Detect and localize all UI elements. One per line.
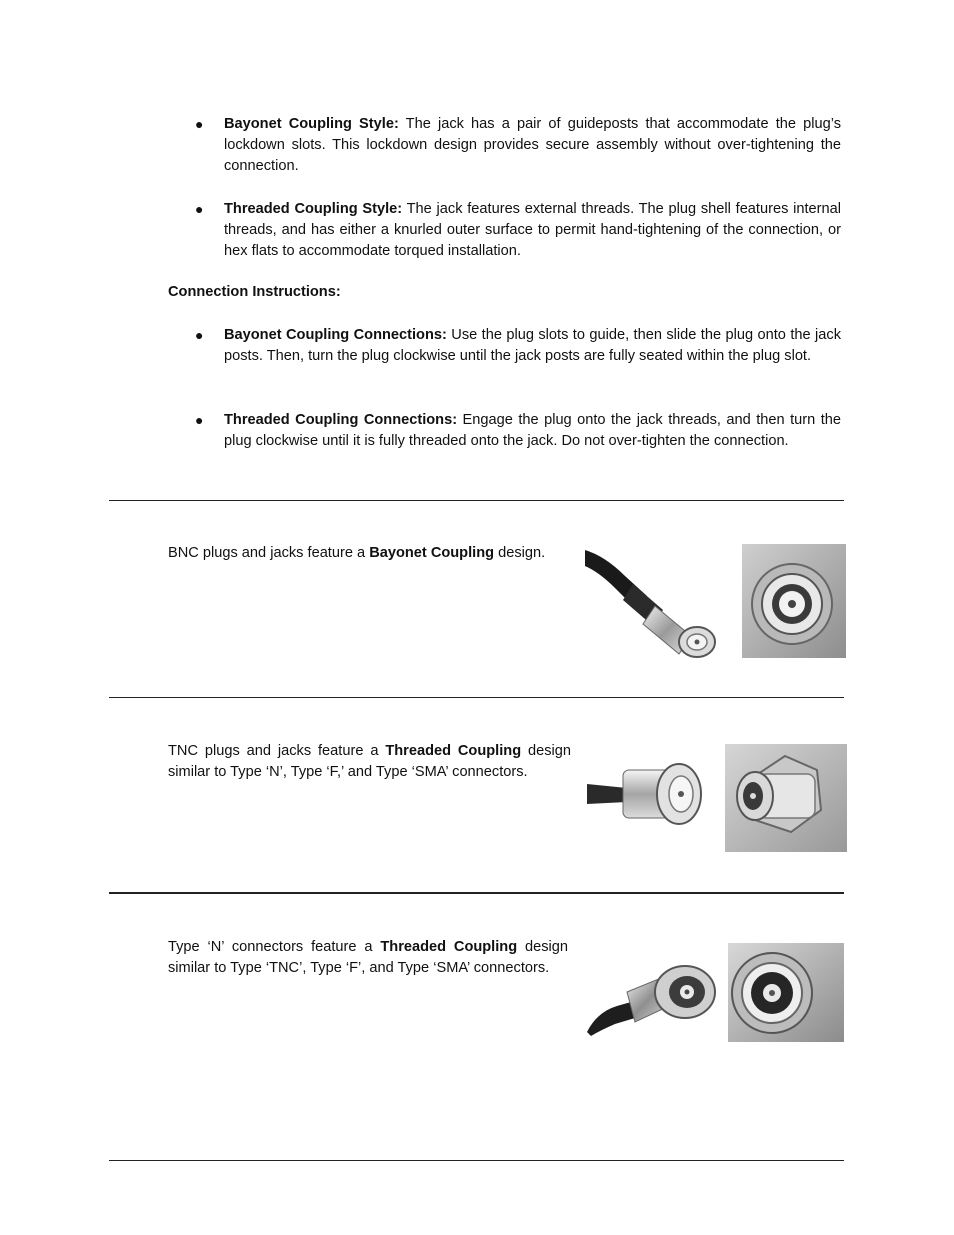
bullet-icon: ● — [195, 412, 204, 428]
bayonet-style-text: The jack has a pair of guideposts that accommodate the plug’s lockdown slots. This lockdown design provides secure assembly without over-tightening the connection. — [224, 116, 841, 174]
threaded-style-term: Threaded Coupling Style: — [224, 201, 403, 217]
bullet-icon: ● — [195, 201, 204, 217]
section-divider — [109, 500, 844, 501]
bnc-description: BNC plugs and jacks feature a Bayonet Coupling design. — [168, 545, 546, 561]
bnc-plug-photo — [585, 544, 728, 662]
bayonet-style-term: Bayonet Coupling Style: — [224, 116, 399, 132]
type-n-description: Type ‘N’ connectors feature a Threaded Coupling design similar to Type ‘TNC’, Type ‘F’, and Type ‘SMA’ connectors. — [168, 939, 568, 976]
bayonet-connection-text: Use the plug slots to guide, then slide the plug onto the jack posts. Then, turn the plug clockwise until the jack posts are fully seated within the plug slot. — [224, 327, 841, 364]
footer-divider — [109, 1160, 844, 1161]
threaded-style-text: The jack features external threads. The plug shell features internal threads, and has either a knurled outer surface to permit hand-tightening of the connection, or hex flats to accommodate torqued installation. — [224, 201, 841, 259]
threaded-connection-text: Engage the plug onto the jack threads, and then turn the plug clockwise until it is fully threaded onto the jack. Do not over-tighten the connection. — [224, 412, 841, 449]
threaded-connection-term: Threaded Coupling Connections: — [224, 412, 458, 428]
section-divider — [109, 697, 844, 698]
section-divider — [109, 892, 844, 894]
type-n-jack-photo — [728, 943, 844, 1042]
bullet-icon: ● — [195, 116, 204, 132]
type-n-plug-photo — [587, 962, 717, 1036]
bayonet-connection-term: Bayonet Coupling Connections: — [224, 327, 447, 343]
tnc-plug-photo — [587, 744, 705, 834]
bullet-icon: ● — [195, 327, 204, 343]
connection-instructions-heading: Connection Instructions: — [168, 284, 341, 300]
tnc-description: TNC plugs and jacks feature a Threaded Coupling design similar to Type ‘N’, Type ‘F,’ and Type ‘SMA’ connectors. — [168, 743, 572, 780]
bnc-jack-photo — [742, 544, 846, 658]
tnc-jack-photo — [725, 744, 847, 852]
